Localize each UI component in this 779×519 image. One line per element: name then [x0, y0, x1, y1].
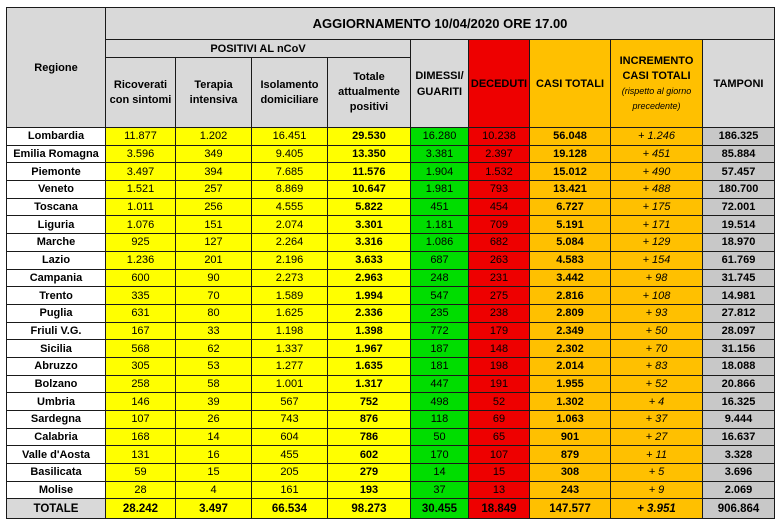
cell-ricoverati: 59 — [106, 464, 176, 482]
header-incremento-note: (rispetto al giorno precedente) — [621, 85, 692, 111]
cell-deceduti: 10.238 — [469, 128, 530, 146]
cell-ricoverati: 3.596 — [106, 145, 176, 163]
cell-dimessi: 37 — [411, 481, 469, 499]
cell-deceduti: 69 — [469, 411, 530, 429]
cell-dimessi: 248 — [411, 269, 469, 287]
cell-deceduti: 148 — [469, 340, 530, 358]
header-ricoverati: Ricoverati con sintomi — [106, 58, 176, 128]
cell-deceduti: 13 — [469, 481, 530, 499]
cell-incremento: + 171 — [611, 216, 703, 234]
cell-terapia: 201 — [176, 251, 252, 269]
cell-regione: Molise — [7, 481, 106, 499]
cell-isolamento: 604 — [252, 428, 328, 446]
cell-isolamento: 2.074 — [252, 216, 328, 234]
total-deceduti: 18.849 — [469, 499, 530, 519]
cell-casi-totali: 879 — [530, 446, 611, 464]
cell-totale-positivi: 2.963 — [328, 269, 411, 287]
cell-incremento: + 5 — [611, 464, 703, 482]
cell-incremento: + 37 — [611, 411, 703, 429]
cell-isolamento: 8.869 — [252, 181, 328, 199]
table-row — [7, 145, 775, 163]
cell-casi-totali: 5.191 — [530, 216, 611, 234]
table-row — [7, 375, 775, 393]
cell-deceduti: 263 — [469, 251, 530, 269]
table-row — [7, 269, 775, 287]
cell-isolamento: 1.625 — [252, 304, 328, 322]
total-casi-totali: 147.577 — [530, 499, 611, 519]
cell-deceduti: 1.532 — [469, 163, 530, 181]
cell-regione: Lazio — [7, 251, 106, 269]
cell-ricoverati: 146 — [106, 393, 176, 411]
cell-incremento: + 11 — [611, 446, 703, 464]
table-row — [7, 446, 775, 464]
cell-isolamento: 743 — [252, 411, 328, 429]
cell-casi-totali: 1.955 — [530, 375, 611, 393]
cell-deceduti: 191 — [469, 375, 530, 393]
cell-regione: Friuli V.G. — [7, 322, 106, 340]
cell-dimessi: 498 — [411, 393, 469, 411]
cell-tamponi: 61.769 — [703, 251, 775, 269]
cell-incremento: + 490 — [611, 163, 703, 181]
cell-deceduti: 15 — [469, 464, 530, 482]
total-totale-positivi: 98.273 — [328, 499, 411, 519]
table-row — [7, 128, 775, 146]
table-row — [7, 357, 775, 375]
cell-casi-totali: 2.809 — [530, 304, 611, 322]
cell-ricoverati: 1.076 — [106, 216, 176, 234]
cell-dimessi: 1.181 — [411, 216, 469, 234]
cell-casi-totali: 6.727 — [530, 198, 611, 216]
header-deceduti: DECEDUTI — [469, 40, 530, 128]
table-row — [7, 428, 775, 446]
cell-ricoverati: 925 — [106, 234, 176, 252]
cell-casi-totali: 3.442 — [530, 269, 611, 287]
cell-terapia: 33 — [176, 322, 252, 340]
cell-casi-totali: 13.421 — [530, 181, 611, 199]
cell-isolamento: 2.273 — [252, 269, 328, 287]
totals-row — [7, 499, 775, 519]
cell-casi-totali: 901 — [530, 428, 611, 446]
cell-ricoverati: 335 — [106, 287, 176, 305]
cell-terapia: 90 — [176, 269, 252, 287]
header-casi-totali: CASI TOTALI — [530, 40, 611, 128]
cell-dimessi: 181 — [411, 357, 469, 375]
cell-terapia: 256 — [176, 198, 252, 216]
cell-isolamento: 567 — [252, 393, 328, 411]
total-ricoverati: 28.242 — [106, 499, 176, 519]
cell-totale-positivi: 2.336 — [328, 304, 411, 322]
cell-ricoverati: 11.877 — [106, 128, 176, 146]
covid-region-table — [6, 7, 775, 519]
cell-tamponi: 72.001 — [703, 198, 775, 216]
table-row — [7, 393, 775, 411]
cell-terapia: 151 — [176, 216, 252, 234]
cell-ricoverati: 167 — [106, 322, 176, 340]
cell-casi-totali: 56.048 — [530, 128, 611, 146]
cell-totale-positivi: 1.398 — [328, 322, 411, 340]
cell-terapia: 80 — [176, 304, 252, 322]
cell-incremento: + 27 — [611, 428, 703, 446]
table-row — [7, 322, 775, 340]
cell-isolamento: 2.196 — [252, 251, 328, 269]
cell-regione: Basilicata — [7, 464, 106, 482]
table-row — [7, 340, 775, 358]
cell-terapia: 1.202 — [176, 128, 252, 146]
cell-totale-positivi: 29.530 — [328, 128, 411, 146]
cell-terapia: 62 — [176, 340, 252, 358]
cell-casi-totali: 1.063 — [530, 411, 611, 429]
cell-totale-positivi: 1.635 — [328, 357, 411, 375]
cell-totale-positivi: 279 — [328, 464, 411, 482]
cell-terapia: 14 — [176, 428, 252, 446]
cell-incremento: + 9 — [611, 481, 703, 499]
cell-dimessi: 1.904 — [411, 163, 469, 181]
cell-terapia: 15 — [176, 464, 252, 482]
cell-casi-totali: 5.084 — [530, 234, 611, 252]
cell-tamponi: 180.700 — [703, 181, 775, 199]
table-row — [7, 287, 775, 305]
cell-deceduti: 709 — [469, 216, 530, 234]
cell-tamponi: 19.514 — [703, 216, 775, 234]
total-tamponi: 906.864 — [703, 499, 775, 519]
cell-isolamento: 2.264 — [252, 234, 328, 252]
cell-regione: Campania — [7, 269, 106, 287]
cell-isolamento: 16.451 — [252, 128, 328, 146]
cell-isolamento: 1.198 — [252, 322, 328, 340]
cell-regione: Bolzano — [7, 375, 106, 393]
cell-dimessi: 14 — [411, 464, 469, 482]
cell-ricoverati: 1.011 — [106, 198, 176, 216]
cell-dimessi: 187 — [411, 340, 469, 358]
cell-terapia: 70 — [176, 287, 252, 305]
cell-deceduti: 275 — [469, 287, 530, 305]
cell-totale-positivi: 752 — [328, 393, 411, 411]
cell-ricoverati: 107 — [106, 411, 176, 429]
cell-ricoverati: 600 — [106, 269, 176, 287]
cell-incremento: + 451 — [611, 145, 703, 163]
cell-casi-totali: 2.014 — [530, 357, 611, 375]
cell-ricoverati: 168 — [106, 428, 176, 446]
cell-dimessi: 118 — [411, 411, 469, 429]
table-row — [7, 251, 775, 269]
cell-isolamento: 7.685 — [252, 163, 328, 181]
cell-dimessi: 447 — [411, 375, 469, 393]
cell-ricoverati: 3.497 — [106, 163, 176, 181]
cell-ricoverati: 568 — [106, 340, 176, 358]
cell-casi-totali: 2.816 — [530, 287, 611, 305]
cell-dimessi: 1.086 — [411, 234, 469, 252]
cell-tamponi: 186.325 — [703, 128, 775, 146]
cell-isolamento: 4.555 — [252, 198, 328, 216]
cell-deceduti: 682 — [469, 234, 530, 252]
cell-casi-totali: 2.349 — [530, 322, 611, 340]
cell-regione: Valle d'Aosta — [7, 446, 106, 464]
cell-dimessi: 235 — [411, 304, 469, 322]
cell-incremento: + 175 — [611, 198, 703, 216]
total-dimessi: 30.455 — [411, 499, 469, 519]
cell-totale-positivi: 1.317 — [328, 375, 411, 393]
cell-terapia: 257 — [176, 181, 252, 199]
cell-totale-positivi: 13.350 — [328, 145, 411, 163]
cell-dimessi: 451 — [411, 198, 469, 216]
cell-dimessi: 50 — [411, 428, 469, 446]
cell-incremento: + 83 — [611, 357, 703, 375]
cell-incremento: + 488 — [611, 181, 703, 199]
cell-regione: Liguria — [7, 216, 106, 234]
header-dimessi: DIMESSI/ GUARITI — [411, 40, 469, 128]
cell-tamponi: 2.069 — [703, 481, 775, 499]
cell-tamponi: 16.325 — [703, 393, 775, 411]
cell-terapia: 4 — [176, 481, 252, 499]
cell-totale-positivi: 602 — [328, 446, 411, 464]
cell-ricoverati: 258 — [106, 375, 176, 393]
cell-incremento: + 52 — [611, 375, 703, 393]
cell-terapia: 58 — [176, 375, 252, 393]
cell-regione: Toscana — [7, 198, 106, 216]
cell-ricoverati: 1.236 — [106, 251, 176, 269]
cell-regione: Puglia — [7, 304, 106, 322]
cell-tamponi: 85.884 — [703, 145, 775, 163]
cell-totale-positivi: 786 — [328, 428, 411, 446]
cell-incremento: + 4 — [611, 393, 703, 411]
cell-deceduti: 107 — [469, 446, 530, 464]
cell-regione: Umbria — [7, 393, 106, 411]
cell-dimessi: 1.981 — [411, 181, 469, 199]
cell-tamponi: 31.745 — [703, 269, 775, 287]
cell-totale-positivi: 1.967 — [328, 340, 411, 358]
cell-incremento: + 98 — [611, 269, 703, 287]
cell-dimessi: 170 — [411, 446, 469, 464]
cell-tamponi: 18.970 — [703, 234, 775, 252]
cell-isolamento: 1.277 — [252, 357, 328, 375]
cell-deceduti: 65 — [469, 428, 530, 446]
cell-casi-totali: 308 — [530, 464, 611, 482]
cell-deceduti: 231 — [469, 269, 530, 287]
cell-regione: Piemonte — [7, 163, 106, 181]
cell-incremento: + 70 — [611, 340, 703, 358]
cell-totale-positivi: 10.647 — [328, 181, 411, 199]
cell-isolamento: 9.405 — [252, 145, 328, 163]
cell-deceduti: 198 — [469, 357, 530, 375]
cell-deceduti: 238 — [469, 304, 530, 322]
cell-incremento: + 1.246 — [611, 128, 703, 146]
cell-regione: Calabria — [7, 428, 106, 446]
cell-tamponi: 20.866 — [703, 375, 775, 393]
table-row — [7, 481, 775, 499]
table-row — [7, 304, 775, 322]
cell-ricoverati: 131 — [106, 446, 176, 464]
cell-incremento: + 108 — [611, 287, 703, 305]
table-row — [7, 181, 775, 199]
cell-isolamento: 161 — [252, 481, 328, 499]
header-terapia: Terapia intensiva — [176, 58, 252, 128]
cell-incremento: + 93 — [611, 304, 703, 322]
cell-tamponi: 3.328 — [703, 446, 775, 464]
cell-tamponi: 31.156 — [703, 340, 775, 358]
cell-regione: Marche — [7, 234, 106, 252]
table-row — [7, 163, 775, 181]
cell-terapia: 53 — [176, 357, 252, 375]
table-row — [7, 234, 775, 252]
cell-tamponi: 14.981 — [703, 287, 775, 305]
cell-terapia: 39 — [176, 393, 252, 411]
cell-terapia: 16 — [176, 446, 252, 464]
cell-regione: Sicilia — [7, 340, 106, 358]
cell-tamponi: 28.097 — [703, 322, 775, 340]
cell-totale-positivi: 3.633 — [328, 251, 411, 269]
cell-isolamento: 205 — [252, 464, 328, 482]
cell-regione: Emilia Romagna — [7, 145, 106, 163]
cell-casi-totali: 2.302 — [530, 340, 611, 358]
total-terapia: 3.497 — [176, 499, 252, 519]
cell-totale-positivi: 876 — [328, 411, 411, 429]
table-row — [7, 216, 775, 234]
cell-deceduti: 179 — [469, 322, 530, 340]
cell-terapia: 349 — [176, 145, 252, 163]
cell-tamponi: 27.812 — [703, 304, 775, 322]
cell-isolamento: 455 — [252, 446, 328, 464]
cell-casi-totali: 15.012 — [530, 163, 611, 181]
table-title: AGGIORNAMENTO 10/04/2020 ORE 17.00 — [106, 8, 775, 40]
cell-tamponi: 9.444 — [703, 411, 775, 429]
cell-dimessi: 772 — [411, 322, 469, 340]
cell-ricoverati: 305 — [106, 357, 176, 375]
cell-casi-totali: 243 — [530, 481, 611, 499]
cell-deceduti: 2.397 — [469, 145, 530, 163]
cell-isolamento: 1.001 — [252, 375, 328, 393]
cell-ricoverati: 1.521 — [106, 181, 176, 199]
cell-regione: Sardegna — [7, 411, 106, 429]
total-regione: TOTALE — [7, 499, 106, 519]
cell-regione: Lombardia — [7, 128, 106, 146]
cell-incremento: + 154 — [611, 251, 703, 269]
table-row — [7, 464, 775, 482]
cell-tamponi: 3.696 — [703, 464, 775, 482]
total-incremento: + 3.951 — [611, 499, 703, 519]
cell-dimessi: 3.381 — [411, 145, 469, 163]
cell-ricoverati: 631 — [106, 304, 176, 322]
cell-totale-positivi: 193 — [328, 481, 411, 499]
table-row — [7, 411, 775, 429]
table-row — [7, 198, 775, 216]
header-totale-positivi: Totale attualmente positivi — [328, 58, 411, 128]
total-isolamento: 66.534 — [252, 499, 328, 519]
cell-regione: Veneto — [7, 181, 106, 199]
cell-totale-positivi: 5.822 — [328, 198, 411, 216]
cell-deceduti: 793 — [469, 181, 530, 199]
cell-deceduti: 454 — [469, 198, 530, 216]
cell-terapia: 26 — [176, 411, 252, 429]
cell-casi-totali: 1.302 — [530, 393, 611, 411]
cell-regione: Trento — [7, 287, 106, 305]
cell-dimessi: 16.280 — [411, 128, 469, 146]
cell-ricoverati: 28 — [106, 481, 176, 499]
cell-tamponi: 16.637 — [703, 428, 775, 446]
cell-isolamento: 1.589 — [252, 287, 328, 305]
cell-deceduti: 52 — [469, 393, 530, 411]
cell-regione: Abruzzo — [7, 357, 106, 375]
cell-totale-positivi: 1.994 — [328, 287, 411, 305]
cell-totale-positivi: 11.576 — [328, 163, 411, 181]
header-positivi-group: POSITIVI AL nCoV — [106, 40, 411, 58]
header-tamponi: TAMPONI — [703, 40, 775, 128]
cell-incremento: + 50 — [611, 322, 703, 340]
cell-tamponi: 18.088 — [703, 357, 775, 375]
header-regione: Regione — [7, 8, 106, 128]
header-incremento — [611, 40, 703, 128]
cell-tamponi: 57.457 — [703, 163, 775, 181]
header-isolamento: Isolamento domiciliare — [252, 58, 328, 128]
cell-isolamento: 1.337 — [252, 340, 328, 358]
cell-totale-positivi: 3.316 — [328, 234, 411, 252]
cell-casi-totali: 19.128 — [530, 145, 611, 163]
cell-casi-totali: 4.583 — [530, 251, 611, 269]
cell-dimessi: 687 — [411, 251, 469, 269]
cell-terapia: 127 — [176, 234, 252, 252]
cell-totale-positivi: 3.301 — [328, 216, 411, 234]
header-incremento-label: INCREMENTO CASI TOTALI — [619, 54, 694, 82]
cell-incremento: + 129 — [611, 234, 703, 252]
cell-dimessi: 547 — [411, 287, 469, 305]
cell-terapia: 394 — [176, 163, 252, 181]
